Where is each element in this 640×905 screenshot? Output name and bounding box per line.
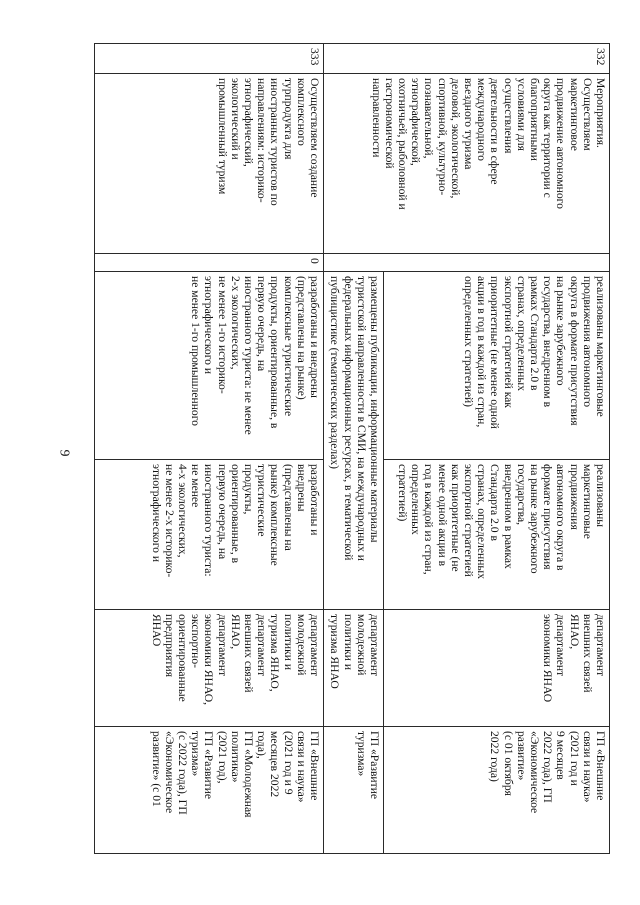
row-number: 333 xyxy=(95,44,324,74)
table-row xyxy=(95,44,324,854)
measure-description: Мероприятия. Осуществляем маркетинговое продвижение автономного округа как территории с благоприятными условиями для осуществления деятельности в сфере международного въездного туризма деловой, экологической, спортивной, культурно- познавательной, этнографической, охотничьей, рыболовной и гастрономической направленности xyxy=(324,74,610,254)
executor: департамент молодежной политики и туризма ЯНАО, департамент внешних связей ЯНАО, департамент экономики ЯНАО, экспортно- ориентированные предприятия ЯНАО xyxy=(95,610,324,727)
indicator-value: 0 xyxy=(95,254,324,272)
indicator-value xyxy=(324,254,610,272)
page-number: 9 xyxy=(56,449,72,457)
measure-description: Осуществляем создание комплексного турпродукта для иностранных туристов по направлениям: историко- этнографический, экологический и промышленный туризм xyxy=(95,74,324,254)
document-sheet xyxy=(95,43,610,853)
result-description: реализованы маркетинговые продвижения автономного округа в формате присутствия на рынке зарубежного государства, внедренном в рамках Стандарта 2.0 в странах, определенных экспортной стратегией как приоритетные (не менее одной акции в год в каждой из стран, определенных стратегией) xyxy=(384,272,610,460)
result-description: разработаны и внедрены (представлены на рынке) комплексные туристические продукты, ориентированные, в первую очередь, на иностранного туриста: не менее 2-х экологических, не менее 1-го историко- этнографического и не менее 1-го промышленного xyxy=(95,272,324,460)
measures-table xyxy=(94,43,610,854)
result-check: реализованы маркетинговые продвижения автономного округа в формате присутствия на рынке зарубежного государства, внедренном в рамках Стандарта 2.0 в странах, определенных экспортной стратегией как приоритетные (не менее одной акции в год в каждой из стран, определенных стратегией) xyxy=(384,460,610,610)
row-number: 332 xyxy=(324,44,610,74)
rotated-table-wrapper xyxy=(95,43,610,853)
table-row xyxy=(384,44,610,854)
executor: департамент молодежной политики и туризма ЯНАО xyxy=(324,610,384,727)
merged-result: размещены публикации, информационные материалы туристской направленности в СМИ, на международных и федеральных информационных ресурсах, в тематической публицистике (тематических разделах) xyxy=(324,272,384,610)
state-program: ГП «Внешние связи и наука» (2021 год и 9 месяцев 2022 года), ГП «Экономическое развитие» (с 01 октября 2022 года) xyxy=(384,727,610,854)
state-program: ГП «Внешние связи и наука» (2021 год и 9 месяцев 2022 года), ГП «Молодежная политика» (2021 год), ГП «Развитие туризма» (с 2022 года), ГП «Экономическое развитие» (с 01 xyxy=(95,727,324,854)
result-check: разработаны и внедрены (представлены на рынке) комплексные туристические продукты, ориентированные, в первую очередь, на иностранного туриста: не менее 4-х экологических, не менее 2-х историко- этнографического и xyxy=(95,460,324,610)
state-program: ГП «Развитие туризма» xyxy=(324,727,384,854)
executor: департамент внешних связей ЯНАО, департамент экономики ЯНАО xyxy=(384,610,610,727)
